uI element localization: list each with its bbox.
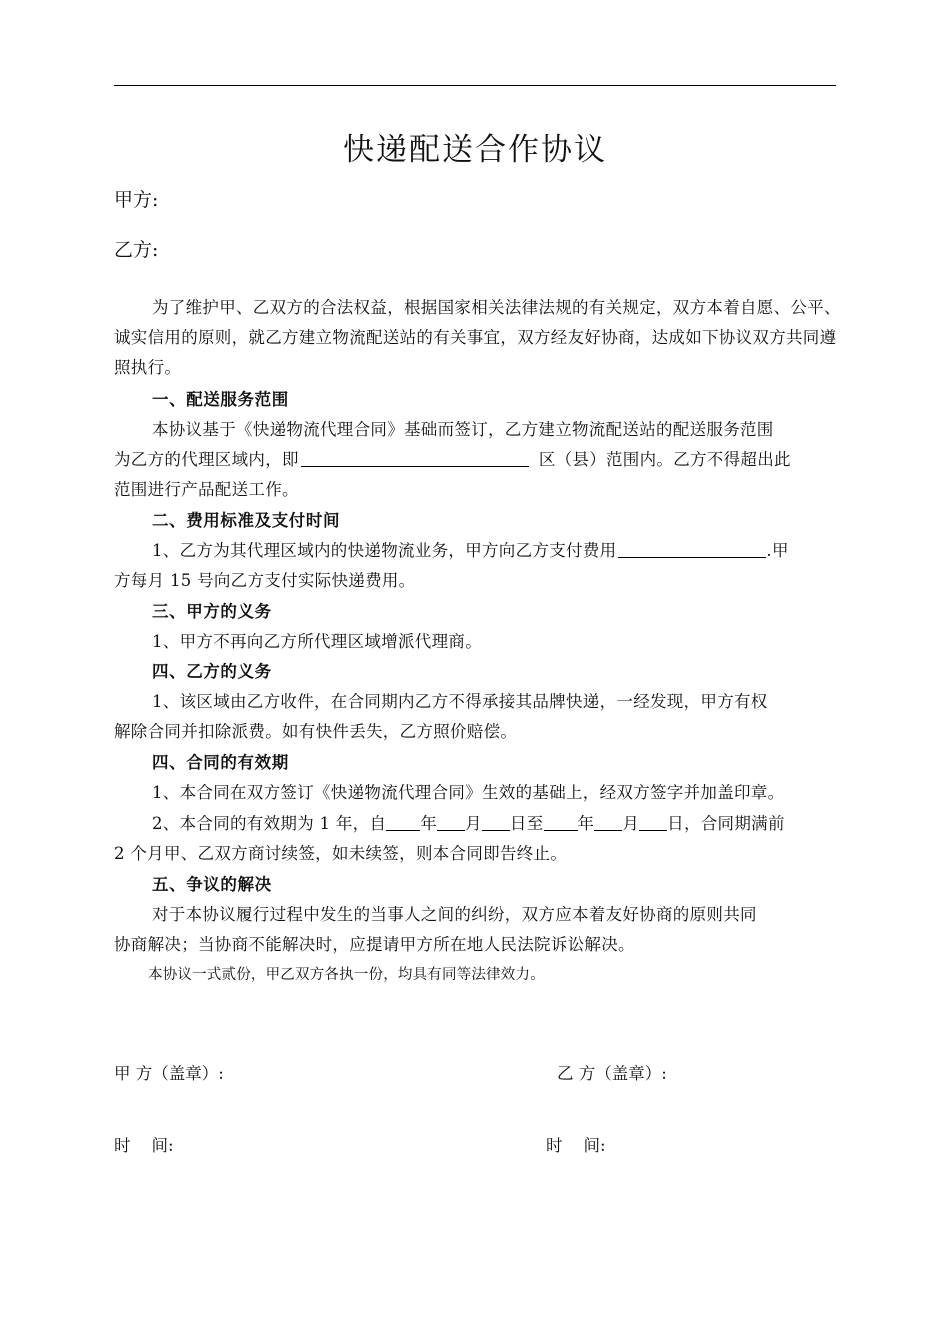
district-blank (301, 448, 529, 467)
section-5-line-2 (152, 811, 785, 837)
start-year-blank (386, 812, 420, 831)
end-month-blank (594, 812, 622, 831)
intro-paragraph: 为了维护甲、乙双方的合法权益，根据国家相关法律法规的有关规定，双方本着自愿、公平、诚实信用的原则，就乙方建立物流配送站的有关事宜，双方经友好协商，达成如下协议双方共同遵照执行。 (114, 298, 841, 377)
section-2-line-1-start: 1、乙方为其代理区域内的快递物流业务，甲方向乙方支付费用 (152, 541, 617, 560)
end-day-label: 日，合同期满前 (667, 814, 785, 833)
party-b-seal-label: 乙 方（盖章）: (557, 1064, 667, 1083)
start-year-label: 年 (420, 814, 438, 833)
validity-prefix: 2、本合同的有效期为 1 年，自 (152, 814, 387, 833)
section-4-heading: 四、乙方的义务 (152, 662, 272, 681)
section-5-line-1: 1、本合同在双方签订《快递物流代理合同》生效的基础上，经双方签字并加盖印章。 (152, 783, 785, 802)
copies-note: 本协议一式贰份，甲乙双方各执一份，均具有同等法律效力。 (148, 967, 545, 983)
start-month-label: 月 (465, 814, 482, 833)
section-2-line-1-end: .甲 (766, 541, 789, 560)
party-b-time-label: 时 间: (546, 1136, 606, 1155)
end-year-blank (544, 812, 578, 831)
section-3-line-1: 1、甲方不再向乙方所代理区域增派代理商。 (152, 632, 482, 651)
start-month-blank (437, 812, 465, 831)
party-b-label: 乙方: (114, 239, 159, 261)
section-1-line-2-end: 区（县）范围内。乙方不得超出此 (538, 450, 791, 469)
section-3-heading: 三、甲方的义务 (152, 602, 272, 621)
section-2-line-1 (152, 538, 789, 564)
section-5-line-3: 2 个月甲、乙双方商讨续签，如未续签，则本合同即告终止。 (114, 844, 568, 863)
party-a-time-label: 时 间: (114, 1136, 174, 1155)
section-4-line-1: 1、该区域由乙方收件，在合同期内乙方不得承接其品牌快递，一经发现，甲方有权 (152, 692, 768, 711)
end-month-label: 月 (622, 814, 640, 833)
section-5-heading: 四、合同的有效期 (152, 753, 289, 772)
section-6-line-2: 协商解决；当协商不能解决时，应提请甲方所在地人民法院诉讼解决。 (114, 935, 635, 954)
section-6-line-1: 对于本协议履行过程中发生的当事人之间的纠纷，双方应本着友好协商的原则共同 (152, 905, 757, 924)
start-day-blank (482, 812, 510, 831)
section-1-heading: 一、配送服务范围 (152, 390, 289, 409)
start-day-label: 日至 (509, 814, 544, 833)
party-a-label: 甲方: (114, 189, 159, 211)
section-1-line-2 (114, 447, 791, 473)
fee-blank (618, 539, 766, 558)
section-1-line-2-start: 为乙方的代理区域内，即 (114, 450, 299, 469)
section-1-line-3: 范围进行产品配送工作。 (114, 480, 299, 499)
document-title: 快递配送合作协议 (343, 132, 607, 168)
section-2-heading: 二、费用标准及支付时间 (152, 511, 341, 530)
section-2-line-2: 方每月 15 号向乙方支付实际快递费用。 (114, 571, 416, 590)
end-day-blank (639, 812, 667, 831)
section-6-heading: 五、争议的解决 (152, 875, 272, 894)
header-rule (114, 85, 836, 86)
section-4-line-2: 解除合同并扣除派费。如有快件丢失，乙方照价赔偿。 (114, 722, 518, 741)
end-year-label: 年 (577, 814, 595, 833)
party-a-seal-label: 甲 方（盖章）: (114, 1064, 224, 1083)
section-1-line-1: 本协议基于《快递物流代理合同》基础而签订，乙方建立物流配送站的配送服务范围 (152, 420, 774, 439)
